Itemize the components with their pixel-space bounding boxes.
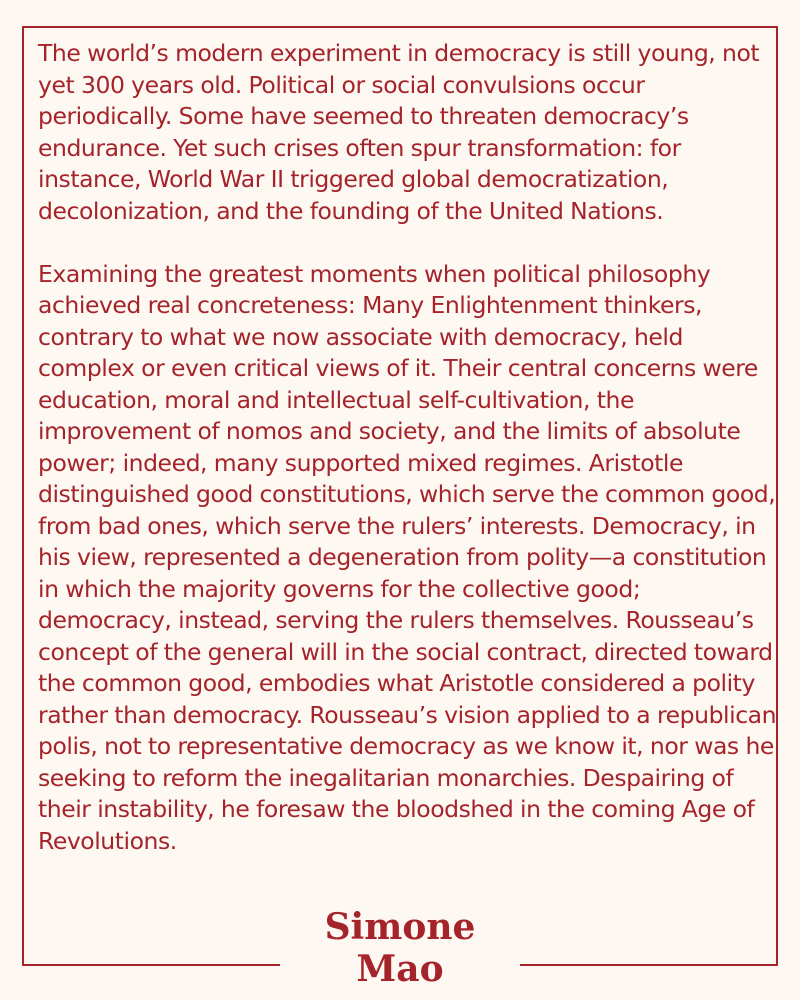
author-signature [280,906,520,1000]
author-first-name: Simone [324,906,476,948]
paragraph-2: Examining the greatest moments when political philosophy achieved real concreteness: Many Enlightenment thinkers, contrary to what we now associate with democracy, held complex or even critical views of it. Their central concerns were education, moral and intellectual self-cultivation, the improvement of nomos and society, and the limits of absolute power; indeed, many supported mixed regimes. Aristotle distinguished good constitutions, which serve the common good, from bad ones, which serve the rulers’ interests. Democracy, in his view, represented a degeneration from polity—a constitution in which the majority governs for the collective good; democracy, instead, serving the rulers themselves. Rousseau’s concept of the general will in the social contract, directed toward the common good, embodies what Aristotle considered a polity rather than democracy. Rousseau’s vision applied to a republican polis, not to representative democracy as we know it, nor was he seeking to reform the inegalitarian monarchies. Despairing of their instability, he foresaw the bloodshed in the coming Age of Revolutions. [38,259,777,855]
article-body [38,38,778,857]
author-last-name: Mao [356,948,444,990]
paragraph-1: The world’s modern experiment in democracy is still young, not yet 300 years old. Political or social convulsions occur periodically. Some have seemed to threaten democracy’s endurance. Yet such crises often spur transformation: for instance, World War II triggered global democratization, decolonization, and the founding of the United Nations. [38,39,760,225]
